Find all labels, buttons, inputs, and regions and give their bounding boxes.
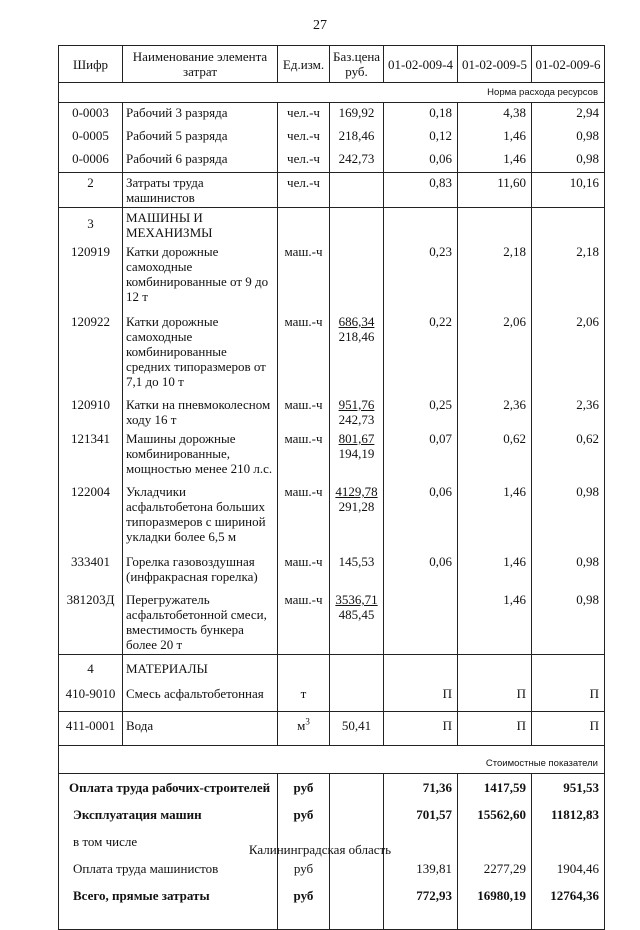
cost-col1: 701,57 xyxy=(384,801,458,828)
cell-unit: маш.-ч xyxy=(278,429,330,478)
cell-unit xyxy=(278,682,330,712)
price-bottom: 291,28 xyxy=(338,499,375,514)
cell-col3: 2,94 xyxy=(532,103,605,127)
price-bottom: 194,19 xyxy=(338,446,375,461)
cell-price xyxy=(330,586,384,655)
cost-col2: 16980,19 xyxy=(458,882,532,909)
table-row xyxy=(59,478,605,546)
cell-col3: П xyxy=(532,682,605,712)
cell-col1: 0,18 xyxy=(384,103,458,127)
cell-code: 120910 xyxy=(59,391,123,429)
table-row xyxy=(59,126,605,149)
table-header-row xyxy=(59,46,605,83)
cell-col2: П xyxy=(458,682,532,712)
cell-name: Смесь асфальтобетонная xyxy=(123,682,278,712)
resource-table xyxy=(58,45,605,930)
table-row xyxy=(59,391,605,429)
cell-col1: 0,12 xyxy=(384,126,458,149)
cell-col3: 0,98 xyxy=(532,478,605,546)
cell-name: Катки дорожные самоходные комбинированные средних типоразмеров от 7,1 до 10 т xyxy=(123,306,278,391)
table-row xyxy=(59,712,605,746)
cell-col3: 0,98 xyxy=(532,149,605,173)
cell-col2: 4,38 xyxy=(458,103,532,127)
section-row-machinists xyxy=(59,173,605,208)
cell-col1: П xyxy=(384,712,458,746)
section-name: Затраты труда машинистов xyxy=(123,173,278,208)
cell-col3: 0,62 xyxy=(532,429,605,478)
cost-col2: 15562,60 xyxy=(458,801,532,828)
cell-col3: 0,98 xyxy=(532,546,605,586)
price-bottom: 485,45 xyxy=(338,607,375,622)
cost-label: Оплата труда машинистов xyxy=(59,855,278,882)
table-row xyxy=(59,242,605,306)
section-row-machines xyxy=(59,208,605,243)
cell-unit: чел.-ч xyxy=(278,103,330,127)
cost-row xyxy=(59,774,605,802)
cell-col3: 2,36 xyxy=(532,391,605,429)
cost-col3: 11812,83 xyxy=(532,801,605,828)
cell-price xyxy=(330,429,384,478)
cell-col1: 0,07 xyxy=(384,429,458,478)
cell-col1: П xyxy=(384,682,458,712)
header-col1: 01-02-009-4 xyxy=(384,46,458,83)
table-row xyxy=(59,586,605,655)
section-col3: 10,16 xyxy=(532,173,605,208)
cost-unit: руб xyxy=(278,774,330,802)
region-footer: Калининградская область xyxy=(248,842,392,857)
cell-unit: маш.-ч xyxy=(278,306,330,391)
cell-col3: 0,98 xyxy=(532,126,605,149)
cost-unit: руб xyxy=(278,801,330,828)
cell-col2: П xyxy=(458,712,532,746)
table-row xyxy=(59,682,605,712)
cost-label: Оплата труда рабочих-строителей xyxy=(59,774,278,802)
cell-code: 381203Д xyxy=(59,586,123,655)
cell-price xyxy=(330,546,384,586)
cell-col2: 1,46 xyxy=(458,126,532,149)
header-col2: 01-02-009-5 xyxy=(458,46,532,83)
table-row xyxy=(59,429,605,478)
cell-name: Рабочий 6 разряда xyxy=(123,149,278,173)
cell-col1: 0,06 xyxy=(384,149,458,173)
cell-code: 410-9010 xyxy=(59,682,123,712)
cell-col3: 0,98 xyxy=(532,586,605,655)
cell-col2: 0,62 xyxy=(458,429,532,478)
cell-col1: 0,23 xyxy=(384,242,458,306)
banner-norm: Норма расхода ресурсов xyxy=(59,83,605,103)
header-code: Шифр xyxy=(59,46,123,83)
cost-col1: 772,93 xyxy=(384,882,458,909)
header-name: Наименование элемента затрат xyxy=(123,46,278,83)
cell-name: Катки дорожные самоходные комбинированные от 9 до 12 т xyxy=(123,242,278,306)
cell-price xyxy=(330,478,384,546)
cell-col2: 1,46 xyxy=(458,546,532,586)
cell-col1: 0,22 xyxy=(384,306,458,391)
cost-label: Эксплуатация машин xyxy=(59,801,278,828)
cell-code: 120922 xyxy=(59,306,123,391)
cost-col1: 139,81 xyxy=(384,855,458,882)
cell-price xyxy=(330,242,384,306)
cell-unit: маш.-ч xyxy=(278,242,330,306)
cost-col3: 1904,46 xyxy=(532,855,605,882)
cost-col2: 1417,59 xyxy=(458,774,532,802)
price-top: 3536,71 xyxy=(335,592,378,607)
price-top: 801,67 xyxy=(338,431,375,446)
header-unit: Ед.изм. xyxy=(278,46,330,83)
cell-price: 50,41 xyxy=(330,712,384,746)
section-name: МАТЕРИАЛЫ xyxy=(123,655,278,683)
cell-col2: 1,46 xyxy=(458,478,532,546)
price-bottom: 242,73 xyxy=(338,412,375,427)
unit-text: т xyxy=(300,686,307,701)
cost-row xyxy=(59,855,605,882)
cell-unit: чел.-ч xyxy=(278,126,330,149)
cost-label: Всего, прямые затраты xyxy=(59,882,278,909)
cost-col2: 2277,29 xyxy=(458,855,532,882)
cell-price xyxy=(330,306,384,391)
header-price: Баз.цена руб. xyxy=(330,46,384,83)
cell-price xyxy=(330,682,384,712)
cell-col3: 2,06 xyxy=(532,306,605,391)
cell-name: Машины дорожные комбинированные, мощностью менее 210 л.с. xyxy=(123,429,278,478)
cell-price: 218,46 xyxy=(330,126,384,149)
cell-code: 0-0006 xyxy=(59,149,123,173)
cell-col2: 1,46 xyxy=(458,149,532,173)
table-row xyxy=(59,306,605,391)
cell-col2: 2,18 xyxy=(458,242,532,306)
cell-code: 0-0005 xyxy=(59,126,123,149)
banner-cost: Стоимостные показатели xyxy=(59,746,605,774)
cell-unit: маш.-ч xyxy=(278,391,330,429)
unit-text: м xyxy=(297,718,306,733)
cell-col2: 2,36 xyxy=(458,391,532,429)
cell-unit xyxy=(278,712,330,746)
page-number: 27 xyxy=(313,18,327,33)
price-top: 4129,78 xyxy=(335,484,378,499)
cell-name: Перегружатель асфальтобетонной смеси, вместимость бункера более 20 т xyxy=(123,586,278,655)
cost-label: в том числе xyxy=(59,828,278,855)
unit-superscript: 3 xyxy=(305,716,310,727)
price-top: 951,76 xyxy=(338,397,375,412)
section-col1: 0,83 xyxy=(384,173,458,208)
cost-row xyxy=(59,801,605,828)
header-col3: 01-02-009-6 xyxy=(532,46,605,83)
cell-col2: 1,46 xyxy=(458,586,532,655)
cell-name: Рабочий 5 разряда xyxy=(123,126,278,149)
cost-unit: руб xyxy=(278,882,330,909)
section-row-materials xyxy=(59,655,605,683)
banner-norm-row xyxy=(59,83,605,103)
cell-code: 121341 xyxy=(59,429,123,478)
table-row xyxy=(59,103,605,127)
table-bottom-row xyxy=(59,909,605,930)
section-code: 3 xyxy=(59,208,123,243)
section-name: МАШИНЫ И МЕХАНИЗМЫ xyxy=(123,208,278,243)
cell-col2: 2,06 xyxy=(458,306,532,391)
cost-col1: 71,36 xyxy=(384,774,458,802)
cell-col1: 0,06 xyxy=(384,546,458,586)
section-unit: чел.-ч xyxy=(278,173,330,208)
cell-name: Горелка газовоздушная (инфракрасная горелка) xyxy=(123,546,278,586)
cell-code: 0-0003 xyxy=(59,103,123,127)
section-code: 2 xyxy=(59,173,123,208)
cell-unit: маш.-ч xyxy=(278,546,330,586)
cost-col3: 12764,36 xyxy=(532,882,605,909)
cell-code: 411-0001 xyxy=(59,712,123,746)
cell-name: Вода xyxy=(123,712,278,746)
cell-col1: 0,06 xyxy=(384,478,458,546)
section-col2: 11,60 xyxy=(458,173,532,208)
cost-col3: 951,53 xyxy=(532,774,605,802)
cell-code: 333401 xyxy=(59,546,123,586)
cell-unit: маш.-ч xyxy=(278,586,330,655)
cell-col3: П xyxy=(532,712,605,746)
cost-unit: руб xyxy=(278,855,330,882)
cell-col3: 2,18 xyxy=(532,242,605,306)
cell-code: 122004 xyxy=(59,478,123,546)
table-row xyxy=(59,149,605,173)
price-bottom: 218,46 xyxy=(338,329,375,344)
banner-cost-row xyxy=(59,746,605,774)
table-row xyxy=(59,546,605,586)
cell-price: 242,73 xyxy=(330,149,384,173)
price-bottom: 145,53 xyxy=(338,554,375,569)
section-price xyxy=(330,173,384,208)
cell-col1: 0,25 xyxy=(384,391,458,429)
cell-code: 120919 xyxy=(59,242,123,306)
cell-price xyxy=(330,391,384,429)
cell-col1 xyxy=(384,586,458,655)
cell-name: Укладчики асфальтобетона больших типоразмеров с шириной укладки более 6,5 м xyxy=(123,478,278,546)
price-top: 686,34 xyxy=(338,314,375,329)
section-code: 4 xyxy=(59,655,123,683)
cell-price: 169,92 xyxy=(330,103,384,127)
cell-unit: чел.-ч xyxy=(278,149,330,173)
cell-name: Катки на пневмоколесном ходу 16 т xyxy=(123,391,278,429)
cell-unit: маш.-ч xyxy=(278,478,330,546)
cell-name: Рабочий 3 разряда xyxy=(123,103,278,127)
